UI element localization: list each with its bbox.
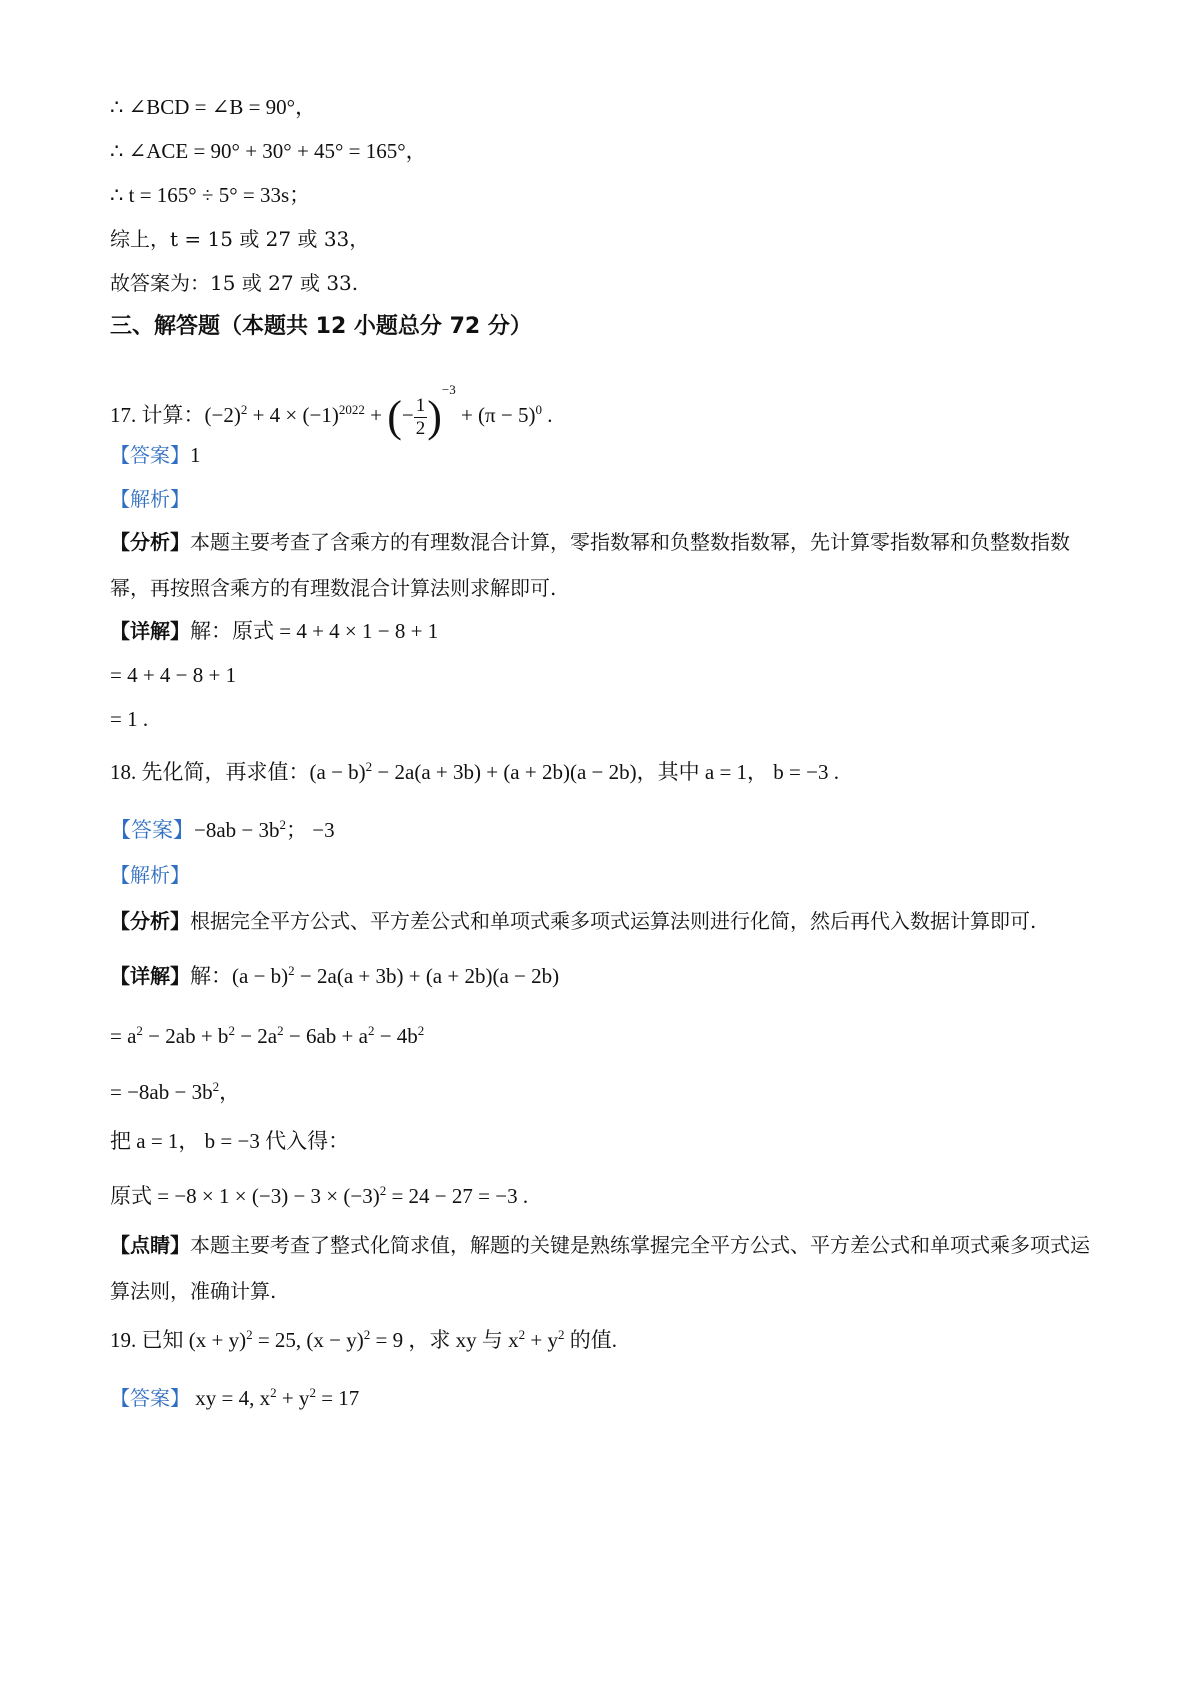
dianjing-text: 本题主要考查了整式化简求值，解题的关键是熟练掌握完全平方公式、平方差公式和单项式乘多项式运算法则，准确计算.	[110, 1233, 1090, 1303]
step: 把 a = 1， b = −3 代入得：	[110, 1129, 350, 1153]
step	[110, 1072, 240, 1107]
expr: − 2ab + b	[142, 1024, 229, 1048]
expr: = 24 − 27 = −3 .	[386, 1184, 529, 1208]
detail-line	[110, 956, 559, 991]
fenxi-text: 根据完全平方公式、平方差公式和单项式乘多项式运算法则进行化简，然后再代入数据计算即可.	[190, 909, 1037, 933]
question-18	[110, 752, 839, 787]
answer-value: −8ab − 3b	[194, 818, 280, 842]
answer-line	[110, 1378, 359, 1413]
question-17	[110, 368, 553, 440]
question-prefix: 18. 先化简，再求值：	[110, 760, 310, 784]
question-19	[110, 1320, 617, 1355]
exponent: 2	[363, 1327, 371, 1342]
expr: − 2a	[234, 1024, 278, 1048]
fenxi-text: 本题主要考查了含乘方的有理数混合计算，零指数幂和负整数指数幂，先计算零指数幂和负整数指数幂，再按照含乘方的有理数混合计算法则求解即可.	[110, 530, 1070, 600]
xiangjie-tag: 【详解】	[110, 964, 190, 988]
answer-tag: 【答案】	[110, 818, 194, 842]
exponent: 2	[279, 817, 287, 832]
expr: + 4 × (−1)	[247, 403, 339, 427]
condition: ，其中 a = 1， b = −3 .	[636, 760, 839, 784]
analysis-tag: 【解析】	[110, 487, 190, 511]
left-paren: (	[387, 392, 402, 442]
expr: 原式 = −8 × 1 × (−3) − 3 × (−3)	[110, 1184, 380, 1208]
frac-numerator: 1	[415, 394, 426, 416]
text-line: 综上，t = 15 或 27 或 33，	[110, 227, 370, 251]
detail-line	[110, 616, 438, 646]
frac-denominator: 2	[415, 417, 426, 439]
expr: − 2a(a + 3b) + (a + 2b)(a − 2b)	[294, 964, 560, 988]
exponent: 2	[379, 1183, 387, 1198]
expr: = −8ab − 3b	[110, 1080, 213, 1104]
exponent: 2	[367, 1023, 375, 1038]
exponent: 2	[365, 759, 373, 774]
expr: (a − b)	[309, 760, 366, 784]
fenxi-tag: 【分析】	[110, 909, 190, 933]
exponent: 2	[136, 1023, 143, 1038]
text-line: ∴ t = 165° ÷ 5° = 33s；	[110, 183, 311, 207]
step: = 4 + 4 − 8 + 1	[110, 663, 237, 687]
exponent: 2	[288, 963, 295, 978]
answer-tag: 【答案】	[110, 1386, 190, 1410]
expr: − 6ab + a	[283, 1024, 368, 1048]
right-paren: )	[427, 392, 442, 442]
exponent: 2	[277, 1023, 284, 1038]
answer-value: ； −3	[286, 818, 335, 842]
expr: 的值.	[564, 1328, 617, 1352]
analysis-tag: 【解析】	[110, 863, 190, 887]
dianjing-paragraph	[110, 1222, 1100, 1314]
expr: 解：(a − b)	[190, 964, 289, 988]
text-line: ∴ ∠ACE = 90° + 30° + 45° = 165°，	[110, 139, 427, 163]
expr: + (π − 5)	[455, 403, 536, 427]
exponent: 2	[518, 1327, 526, 1342]
exponent: 2	[417, 1023, 425, 1038]
step: = 1 .	[110, 707, 149, 731]
expr: − 4b	[374, 1024, 418, 1048]
expr: − 2a(a + 3b) + (a + 2b)(a − 2b)	[372, 760, 637, 784]
exponent: 2	[212, 1079, 220, 1094]
question-prefix: 17. 计算：	[110, 403, 205, 427]
fraction	[414, 395, 428, 440]
expr: + y	[525, 1328, 558, 1352]
expr: ，	[219, 1080, 241, 1104]
answer-value: + y	[276, 1386, 310, 1410]
analysis-paragraph	[110, 519, 1100, 611]
exponent: 2	[240, 402, 248, 417]
answer-tag: 【答案】	[110, 443, 190, 467]
frac-sign: −	[401, 403, 414, 427]
step	[110, 1016, 424, 1051]
exponent: 2022	[338, 402, 365, 417]
exponent: 2	[309, 1385, 316, 1400]
answer-line	[110, 810, 335, 845]
dianjing-tag: 【点睛】	[110, 1233, 190, 1257]
expr: (−2)	[204, 403, 241, 427]
answer-value: = 17	[315, 1386, 360, 1410]
expr: = 9 ，求 xy 与 x	[370, 1328, 519, 1352]
text-line: ∴ ∠BCD = ∠B = 90°，	[110, 95, 317, 119]
exponent: 2	[557, 1327, 565, 1342]
answer-line	[110, 440, 201, 470]
step: 解：原式 = 4 + 4 × 1 − 8 + 1	[190, 619, 439, 643]
text-line: 故答案为：15 或 27 或 33.	[110, 271, 359, 295]
answer-value: xy = 4, x	[190, 1386, 271, 1410]
analysis-paragraph	[110, 906, 1036, 936]
expr: +	[364, 403, 388, 427]
expr: = 25, (x − y)	[252, 1328, 364, 1352]
exponent: 2	[270, 1385, 277, 1400]
exponent: −3	[441, 382, 456, 397]
question-prefix: 19. 已知 (x + y)	[110, 1328, 247, 1352]
answer-value: 1	[190, 443, 201, 467]
expr: = a	[110, 1024, 137, 1048]
xiangjie-tag: 【详解】	[110, 619, 190, 643]
exponent: 0	[535, 402, 542, 417]
step	[110, 1176, 528, 1211]
exponent: 2	[228, 1023, 235, 1038]
section-heading: 三、解答题（本题共 12 小题总分 72 分）	[110, 314, 532, 339]
fenxi-tag: 【分析】	[110, 530, 190, 554]
expr: .	[542, 403, 553, 427]
exponent: 2	[246, 1327, 253, 1342]
